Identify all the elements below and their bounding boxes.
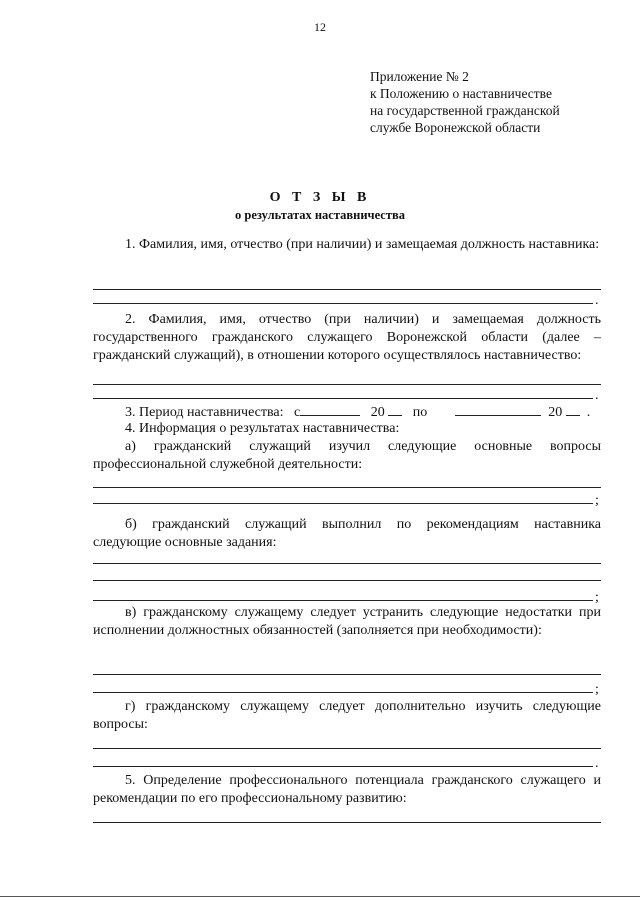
item-4b-text: б) гражданский служащий выполнил по рекомендациям наставника следующие основные задания: — [93, 517, 601, 550]
item-4b-fill-line-3[interactable] — [93, 600, 593, 601]
item-3-to: по — [412, 405, 428, 420]
item-4b-end-punct: ; — [595, 590, 599, 605]
item-4c-end-punct: ; — [595, 682, 599, 697]
item-4b-fill-line-1[interactable] — [93, 563, 601, 564]
item-4-text: 4. Информация о результатах наставничества: — [125, 421, 400, 436]
item-1-fill-line-1[interactable] — [93, 289, 601, 290]
appendix-line-4: службе Воронежской области — [370, 120, 541, 135]
item-4c-text: в) гражданскому служащему следует устранить следующие недостатки при исполнении должностных обязанностей (заполняется при необходимости): — [93, 605, 601, 638]
period-start-date-field[interactable] — [300, 402, 360, 416]
appendix-line-2: к Положению о наставничестве — [370, 86, 552, 101]
item-4d-fill-line-2[interactable] — [93, 766, 593, 767]
item-1-fill-line-2[interactable] — [93, 303, 593, 304]
period-end-date-field[interactable] — [455, 402, 541, 416]
item-5-text: 5. Определение профессионального потенциала гражданского служащего и рекомендации по его профессиональному развитию: — [93, 773, 601, 806]
period-start-year-field[interactable] — [388, 402, 402, 416]
appendix-line-1: Приложение № 2 — [370, 69, 469, 84]
item-2-end-punct: . — [595, 388, 599, 403]
item-3-year-1: 20 — [370, 405, 385, 420]
item-5-fill-line-1[interactable] — [93, 822, 601, 823]
item-4b-fill-line-2[interactable] — [93, 580, 601, 581]
item-2-fill-line-1[interactable] — [93, 384, 601, 385]
item-2-text: 2. Фамилия, имя, отчество (при наличии) и замещаемая должность государственного гражданского служащего Воронежской области (далее – гражданский служащий), в отношении которого осуществлялось наставничество: — [93, 312, 601, 363]
item-3-label: 3. Период наставничества: — [125, 405, 284, 420]
item-4a-fill-line-1[interactable] — [93, 487, 601, 488]
item-3-year-2: 20 — [548, 405, 563, 420]
item-1-text: 1. Фамилия, имя, отчество (при наличии) и замещаемая должность наставника: — [125, 237, 600, 252]
item-2-fill-line-2[interactable] — [93, 398, 593, 399]
item-3-end-punct: . — [586, 405, 591, 420]
item-4d-text: г) гражданскому служащему следует дополнительно изучить следующие вопросы: — [93, 699, 601, 732]
item-3-from: с — [294, 405, 301, 420]
item-4d-end-punct: . — [595, 756, 599, 771]
item-4d-fill-line-1[interactable] — [93, 748, 601, 749]
page-bottom-edge — [0, 896, 640, 897]
item-4a-text: а) гражданский служащий изучил следующие основные вопросы профессиональной служебной деятельности: — [93, 439, 601, 472]
item-4a-fill-line-2[interactable] — [93, 503, 593, 504]
item-4c-fill-line-2[interactable] — [93, 692, 593, 693]
appendix-line-3: на государственной гражданской — [370, 103, 560, 118]
item-4a-end-punct: ; — [595, 493, 599, 508]
item-4c-fill-line-1[interactable] — [93, 674, 601, 675]
item-3-period-row — [125, 402, 590, 421]
page-number: 12 — [314, 20, 326, 34]
item-1-end-punct: . — [595, 293, 599, 308]
period-end-year-field[interactable] — [566, 402, 580, 416]
appendix-block — [370, 68, 620, 136]
document-title: О Т З Ы В — [269, 190, 371, 205]
document-subtitle: о результатах наставничества — [235, 208, 405, 222]
